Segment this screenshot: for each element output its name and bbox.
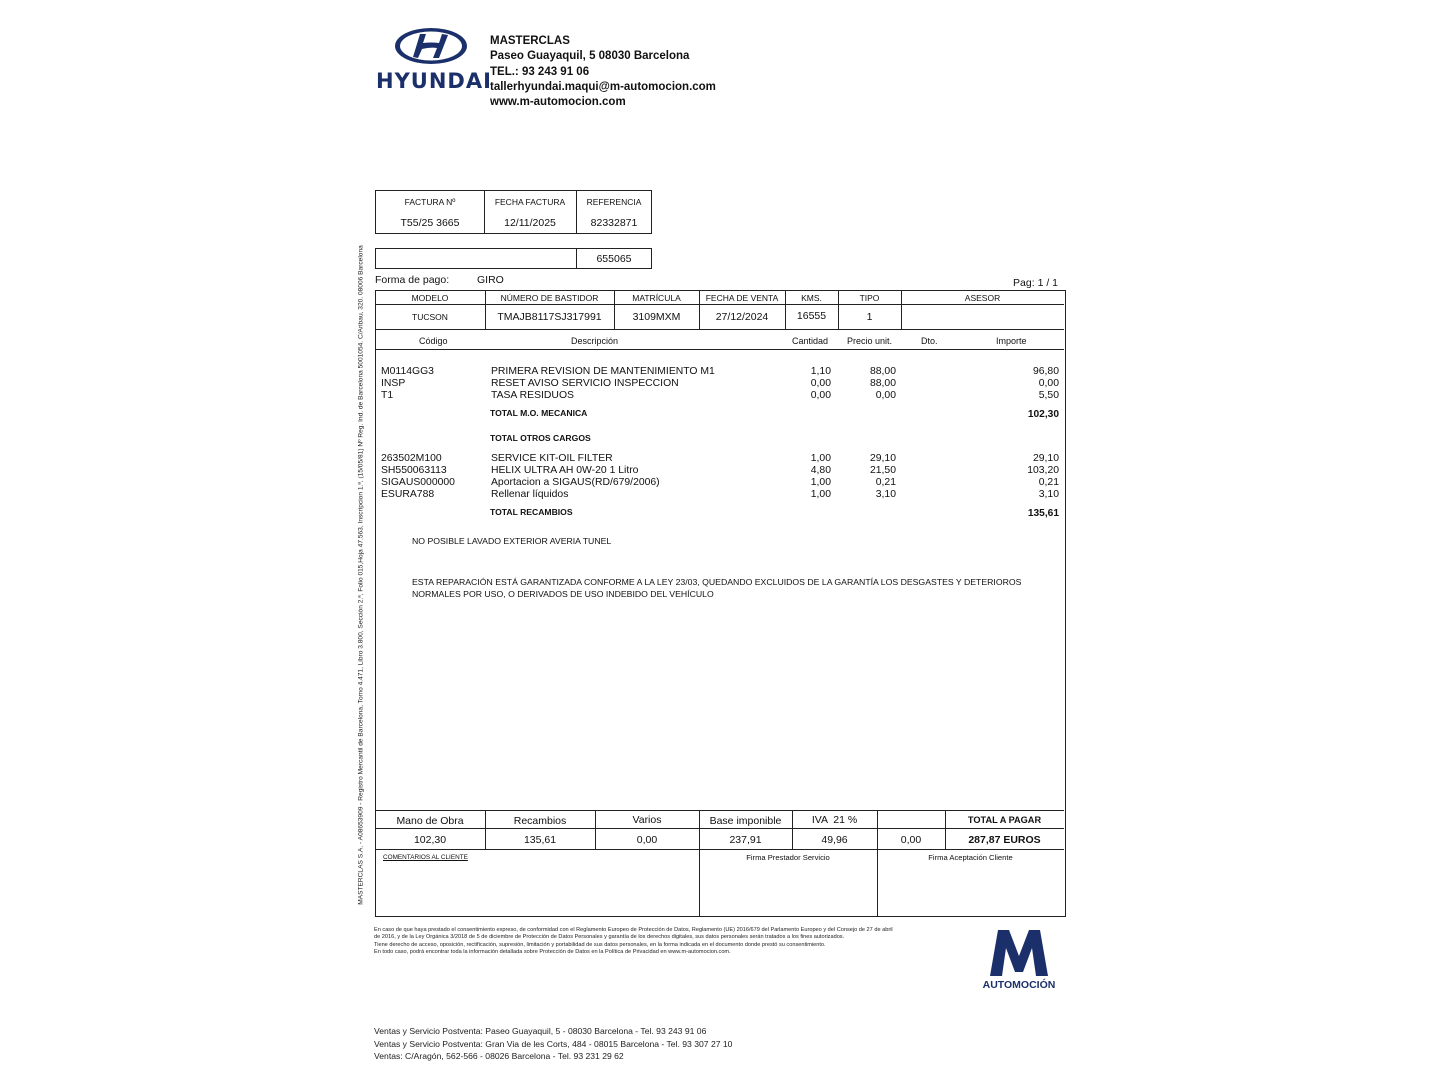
line-qty: 1,00 — [810, 477, 831, 488]
line-desc: RESET AVISO SERVICIO INSPECCION — [491, 378, 679, 389]
line-desc: TASA RESIDUOS — [491, 390, 574, 401]
vehicle-fecha-venta: 27/12/2024 — [715, 311, 769, 323]
line-qty: 1,00 — [810, 453, 831, 464]
line-price: 29,10 — [869, 453, 896, 464]
line-price: 3,10 — [875, 489, 896, 500]
table-row — [381, 390, 1059, 402]
legal-line: En caso de que haya prestado el consentimiento expreso, de conformidad con el Reglamento Europeo de Protección de Datos, Reglamento (UE) 2016/679 del Parlamento Europeo y del Consejo de 27 de abril — [374, 927, 893, 933]
line-code: SIGAUS000000 — [381, 477, 455, 488]
legal-line: de 2016, y de la Ley Orgánica 3/2018 de 5 de diciembre de Protección de Datos Personales y garantía de los derechos digitales, sus datos personales serán tratados a los fines autorizados. — [374, 934, 845, 941]
line-code: M0114GG3 — [381, 366, 434, 377]
line-desc: Rellenar líquidos — [491, 489, 569, 500]
company-address: Paseo Guayaquil, 5 08030 Barcelona — [490, 50, 690, 63]
company-web: www.m-automocion.com — [490, 96, 626, 109]
table-row — [381, 453, 1059, 465]
vehicle-matricula: 3109MXM — [632, 311, 681, 323]
totals-table — [375, 810, 1066, 850]
totals-header-iva: IVA 21 % — [811, 814, 858, 826]
line-desc: PRIMERA REVISION DE MANTENIMIENTO M1 — [491, 366, 715, 377]
line-desc: HELIX ULTRA AH 0W-20 1 Litro — [491, 465, 639, 476]
table-row — [381, 489, 1059, 501]
totals-other: 0,00 — [900, 834, 922, 846]
lines-header — [375, 330, 1066, 350]
vehicle-header-fecha-venta: FECHA DE VENTA — [705, 293, 779, 303]
line-amount: 0,00 — [1038, 378, 1059, 389]
line-qty: 0,00 — [810, 378, 831, 389]
legal-line: En todo caso, podrá encontrar toda la información detallada sobre Protección de Datos en la Política de Privacidad en www.m-automocion.com. — [374, 949, 731, 956]
vehicle-tipo: 1 — [866, 311, 873, 323]
table-row — [381, 366, 1059, 378]
line-desc: Aportacion a SIGAUS(RD/679/2006) — [491, 477, 660, 488]
vehicle-header-modelo: MODELO — [411, 293, 449, 303]
totals-varios: 0,00 — [636, 834, 658, 846]
line-code: T1 — [381, 390, 394, 401]
line-desc: SERVICE KIT-OIL FILTER — [491, 453, 613, 464]
company-info — [490, 34, 716, 110]
invoice-secondary-box — [375, 248, 652, 269]
note-garantia-1: ESTA REPARACIÓN ESTÁ GARANTIZADA CONFORME A LA LEY 23/03, QUEDANDO EXCLUIDOS DE LA GARANTÍA LOS DESGASTES Y DETERIOROS — [412, 577, 1022, 587]
footer-line: Ventas y Servicio Postventa: Gran Via de les Corts, 484 - 08015 Barcelona - Tel. 93 307 27 10 — [374, 1038, 733, 1049]
total-mo-value: 102,30 — [1027, 409, 1059, 420]
col-cantidad: Cantidad — [792, 336, 829, 346]
line-price: 88,00 — [869, 378, 896, 389]
page-indicator: Pag: 1 / 1 — [1013, 277, 1058, 289]
vehicle-header-tipo: TIPO — [859, 293, 880, 303]
vehicle-header-asesor: ASESOR — [964, 293, 1001, 303]
hyundai-wordmark: HYUNDAI — [376, 69, 492, 93]
line-amount: 29,10 — [1032, 453, 1059, 464]
line-price: 0,00 — [875, 390, 896, 401]
company-name: MASTERCLAS — [490, 35, 570, 47]
totals-header-base: Base imponible — [709, 815, 782, 827]
invoice-header-box — [375, 190, 652, 234]
vehicle-header-bastidor: NÚMERO DE BASTIDOR — [500, 293, 599, 303]
company-phone: TEL.: 93 243 91 06 — [490, 65, 590, 78]
footer-line: Ventas: C/Aragón, 562-566 - 08026 Barcelona - Tel. 93 231 29 62 — [374, 1051, 624, 1061]
line-code: INSP — [381, 378, 406, 389]
note-garantia-2: NORMALES POR USO, O DERIVADOS DE USO INDEBIDO DEL VEHÍCULO — [412, 589, 714, 599]
payment-label: Forma de pago: — [375, 274, 450, 286]
total-otros-label: TOTAL OTROS CARGOS — [490, 433, 591, 443]
vehicle-kms: 16555 — [796, 310, 827, 322]
col-codigo: Código — [419, 336, 448, 346]
line-price: 21,50 — [869, 465, 896, 476]
total-recambios-label: TOTAL RECAMBIOS — [490, 507, 573, 517]
fecha-value: 12/11/2025 — [504, 217, 556, 229]
m-automocion-logo — [978, 928, 1060, 992]
line-amount: 0,21 — [1038, 477, 1059, 488]
registry-side-text: MASTERCLAS S.A. - A08653909 - Registro Mercantil de Barcelona, Tomo 4.471, Libro 3.800, Sección 2.ª, Folio 015,Hoja 47.563, Inscripcion 1.ª, (15/05/81) Nº Reg. Ind. de Barcelona 5001054. C/Aribau, 320. 08006 Barcelona — [357, 245, 365, 905]
referencia-value: 82332871 — [590, 217, 638, 229]
m-logo-text: AUTOMOCIÓN — [982, 979, 1056, 991]
line-qty: 1,10 — [810, 366, 831, 377]
referencia-label: REFERENCIA — [586, 197, 642, 207]
table-row — [381, 465, 1059, 477]
totals-header-mano-obra: Mano de Obra — [396, 815, 464, 827]
line-qty: 0,00 — [810, 390, 831, 401]
fecha-label: FECHA FACTURA — [494, 197, 566, 207]
line-code: ESURA788 — [381, 489, 435, 500]
provider-signature-label: Firma Prestador Servicio — [746, 853, 830, 862]
comments-label: COMENTARIOS AL CLIENTE — [383, 854, 468, 861]
factura-value: T55/25 3665 — [400, 217, 460, 229]
company-email: tallerhyundai.maqui@m-automocion.com — [490, 80, 716, 93]
table-row — [381, 477, 1059, 489]
line-amount: 103,20 — [1027, 465, 1059, 476]
col-importe: Importe — [996, 336, 1027, 346]
total-mo-label: TOTAL M.O. MECANICA — [490, 408, 588, 418]
hyundai-logo — [376, 26, 492, 96]
note-lavado: NO POSIBLE LAVADO EXTERIOR AVERIA TUNEL — [412, 536, 612, 546]
client-signature-label: Firma Aceptación Cliente — [928, 853, 1013, 862]
totals-mano-obra: 102,30 — [413, 834, 447, 846]
line-amount: 5,50 — [1038, 390, 1059, 401]
vehicle-header-matricula: MATRÍCULA — [632, 293, 681, 303]
legal-notice — [374, 927, 984, 957]
vehicle-table — [375, 290, 1066, 330]
factura-label: FACTURA Nº — [404, 197, 456, 207]
totals-header-varios: Varios — [632, 814, 662, 826]
payment-value: GIRO — [477, 274, 504, 286]
footer-line: Ventas y Servicio Postventa: Paseo Guayaquil, 5 - 08030 Barcelona - Tel. 93 243 91 06 — [374, 1026, 707, 1036]
line-code: SH550063113 — [381, 465, 447, 476]
total-recambios-value: 135,61 — [1027, 508, 1059, 519]
parts-lines — [381, 453, 1061, 501]
totals-base: 237,91 — [729, 834, 762, 846]
legal-line: Tiene derecho de acceso, oposición, rectificación, supresión, limitación y portabilidad de sus datos personales, en la forma indicada en el documento donde prestó su consentimiento. — [374, 941, 826, 948]
totals-iva: 49,96 — [821, 834, 848, 846]
line-qty: 1,00 — [810, 489, 831, 500]
secondary-value: 655065 — [596, 253, 632, 265]
table-row — [381, 378, 1059, 390]
signature-section — [375, 850, 1066, 917]
totals-recambios: 135,61 — [523, 834, 557, 846]
vehicle-header-kms: KMS. — [801, 293, 822, 303]
vehicle-bastidor: TMAJB8117SJ317991 — [497, 311, 602, 323]
line-price: 0,21 — [875, 477, 896, 488]
totals-header-recambios: Recambios — [513, 815, 567, 827]
line-amount: 96,80 — [1032, 366, 1059, 377]
totals-total-pagar: 287,87 EUROS — [968, 834, 1041, 846]
col-dto: Dto. — [921, 336, 938, 346]
col-precio: Precio unit. — [847, 336, 893, 346]
line-price: 88,00 — [869, 366, 896, 377]
footer-addresses — [374, 1025, 732, 1063]
labor-lines — [381, 366, 1061, 402]
line-code: 263502M100 — [381, 453, 442, 464]
vehicle-modelo: TUCSON — [412, 312, 448, 322]
totals-header-total: TOTAL A PAGAR — [967, 815, 1042, 825]
line-qty: 4,80 — [810, 465, 831, 476]
col-descripcion: Descripción — [571, 336, 619, 346]
line-amount: 3,10 — [1038, 489, 1059, 500]
